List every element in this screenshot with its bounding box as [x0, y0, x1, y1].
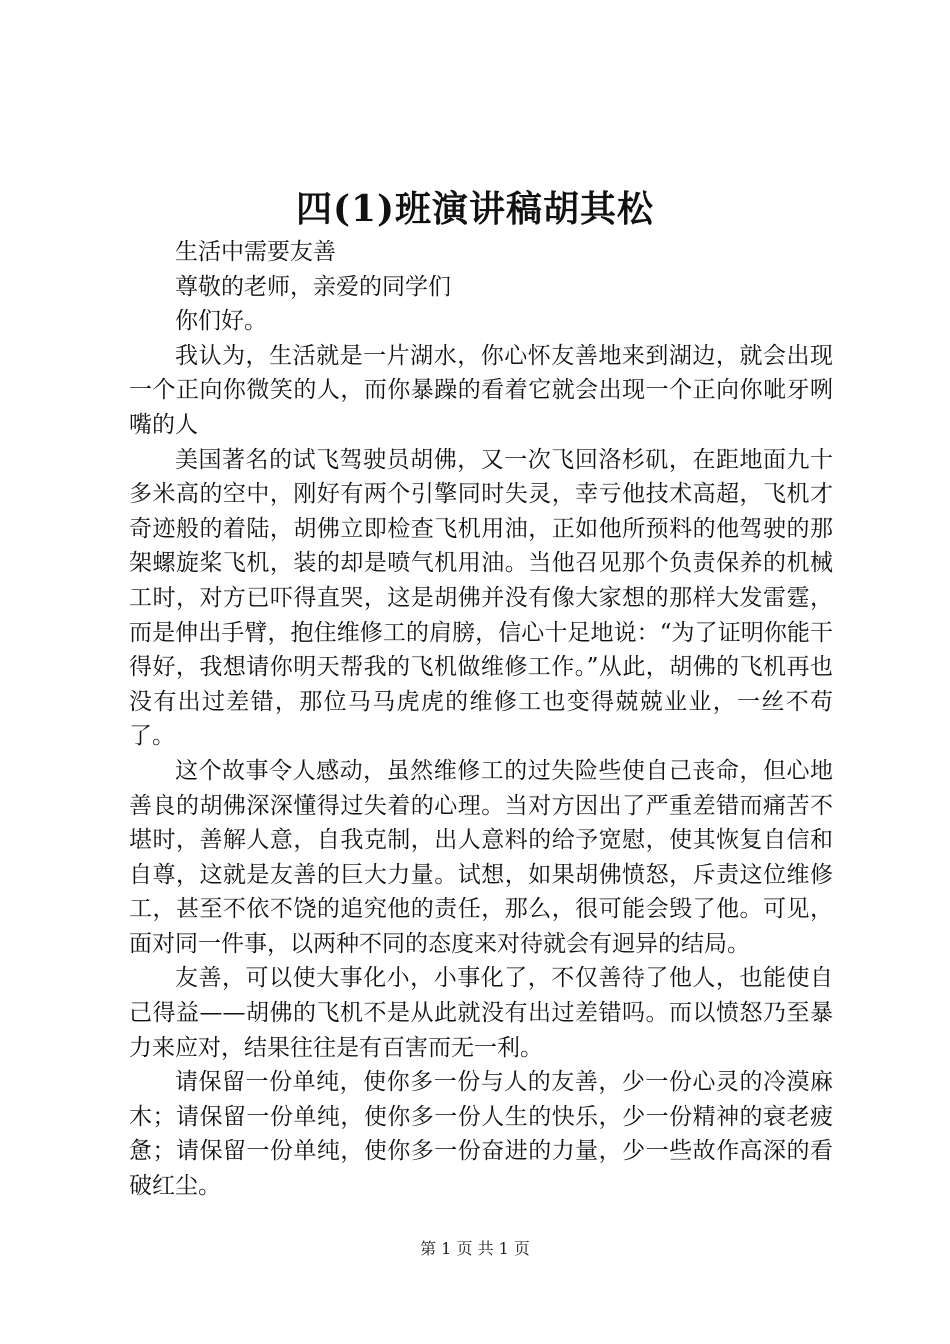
paragraph-greeting: 你们好。	[175, 308, 267, 335]
paragraph-speech-topic: 生活中需要友善	[175, 239, 336, 265]
document-body	[129, 235, 833, 1204]
page-footer: 第 1 页 共 1 页	[420, 1239, 530, 1258]
paragraph-body-1: 我认为，生活就是一片湖水，你心怀友善地来到湖边，就会出现一个正向你微笑的人，而你暴躁的看着它就会出现一个正向你呲牙咧嘴的人	[129, 342, 833, 438]
paragraph-salutation: 尊敬的老师，亲爱的同学们	[175, 273, 451, 300]
page-title: 四(1)班演讲稿胡其松	[295, 188, 655, 230]
paragraph-body-5: 请保留一份单纯，使你多一份与人的友善，少一份心灵的冷漠麻木；请保留一份单纯，使你多一份人生的快乐，少一份精神的衰老疲惫；请保留一份单纯，使你多一份奋进的力量，少一些故作高深的看破红尘。	[129, 1069, 833, 1200]
paragraph-body-3: 这个故事令人感动，虽然维修工的过失险些使自己丧命，但心地善良的胡佛深深懂得过失着的心理。当对方因出了严重差错而痛苦不堪时，善解人意，自我克制，出人意料的给予宽慰，使其恢复自信和自尊，这就是友善的巨大力量。试想，如果胡佛愤怒，斥责这位维修工，甚至不依不饶的追究他的责任，那么，很可能会毁了他。可见，面对同一件事，以两种不同的态度来对待就会有迥异的结局。	[129, 757, 833, 957]
paragraph-body-2: 美国著名的试飞驾驶员胡佛，又一次飞回洛杉矶，在距地面九十多米高的空中，刚好有两个引擎同时失灵，幸亏他技术高超，飞机才奇迹般的着陆，胡佛立即检查飞机用油，正如他所预料的他驾驶的那架螺旋桨飞机，装的却是喷气机用油。当他召见那个负责保养的机械工时，对方已吓得直哭，这是胡佛并没有像大家想的那样大发雷霆，而是伸出手臂，抱住维修工的肩膀，信心十足地说：“为了证明你能干得好，我想请你明天帮我的飞机做维修工作。”从此，胡佛的飞机再也没有出过差错，那位马马虎虎的维修工也变得兢兢业业，一丝不苟了。	[129, 446, 833, 750]
paragraph-body-4: 友善，可以使大事化小，小事化了，不仅善待了他人，也能使自己得益——胡佛的飞机不是从此就没有出过差错吗。而以愤怒乃至暴力来应对，结果往往是有百害而无一利。	[129, 965, 833, 1061]
